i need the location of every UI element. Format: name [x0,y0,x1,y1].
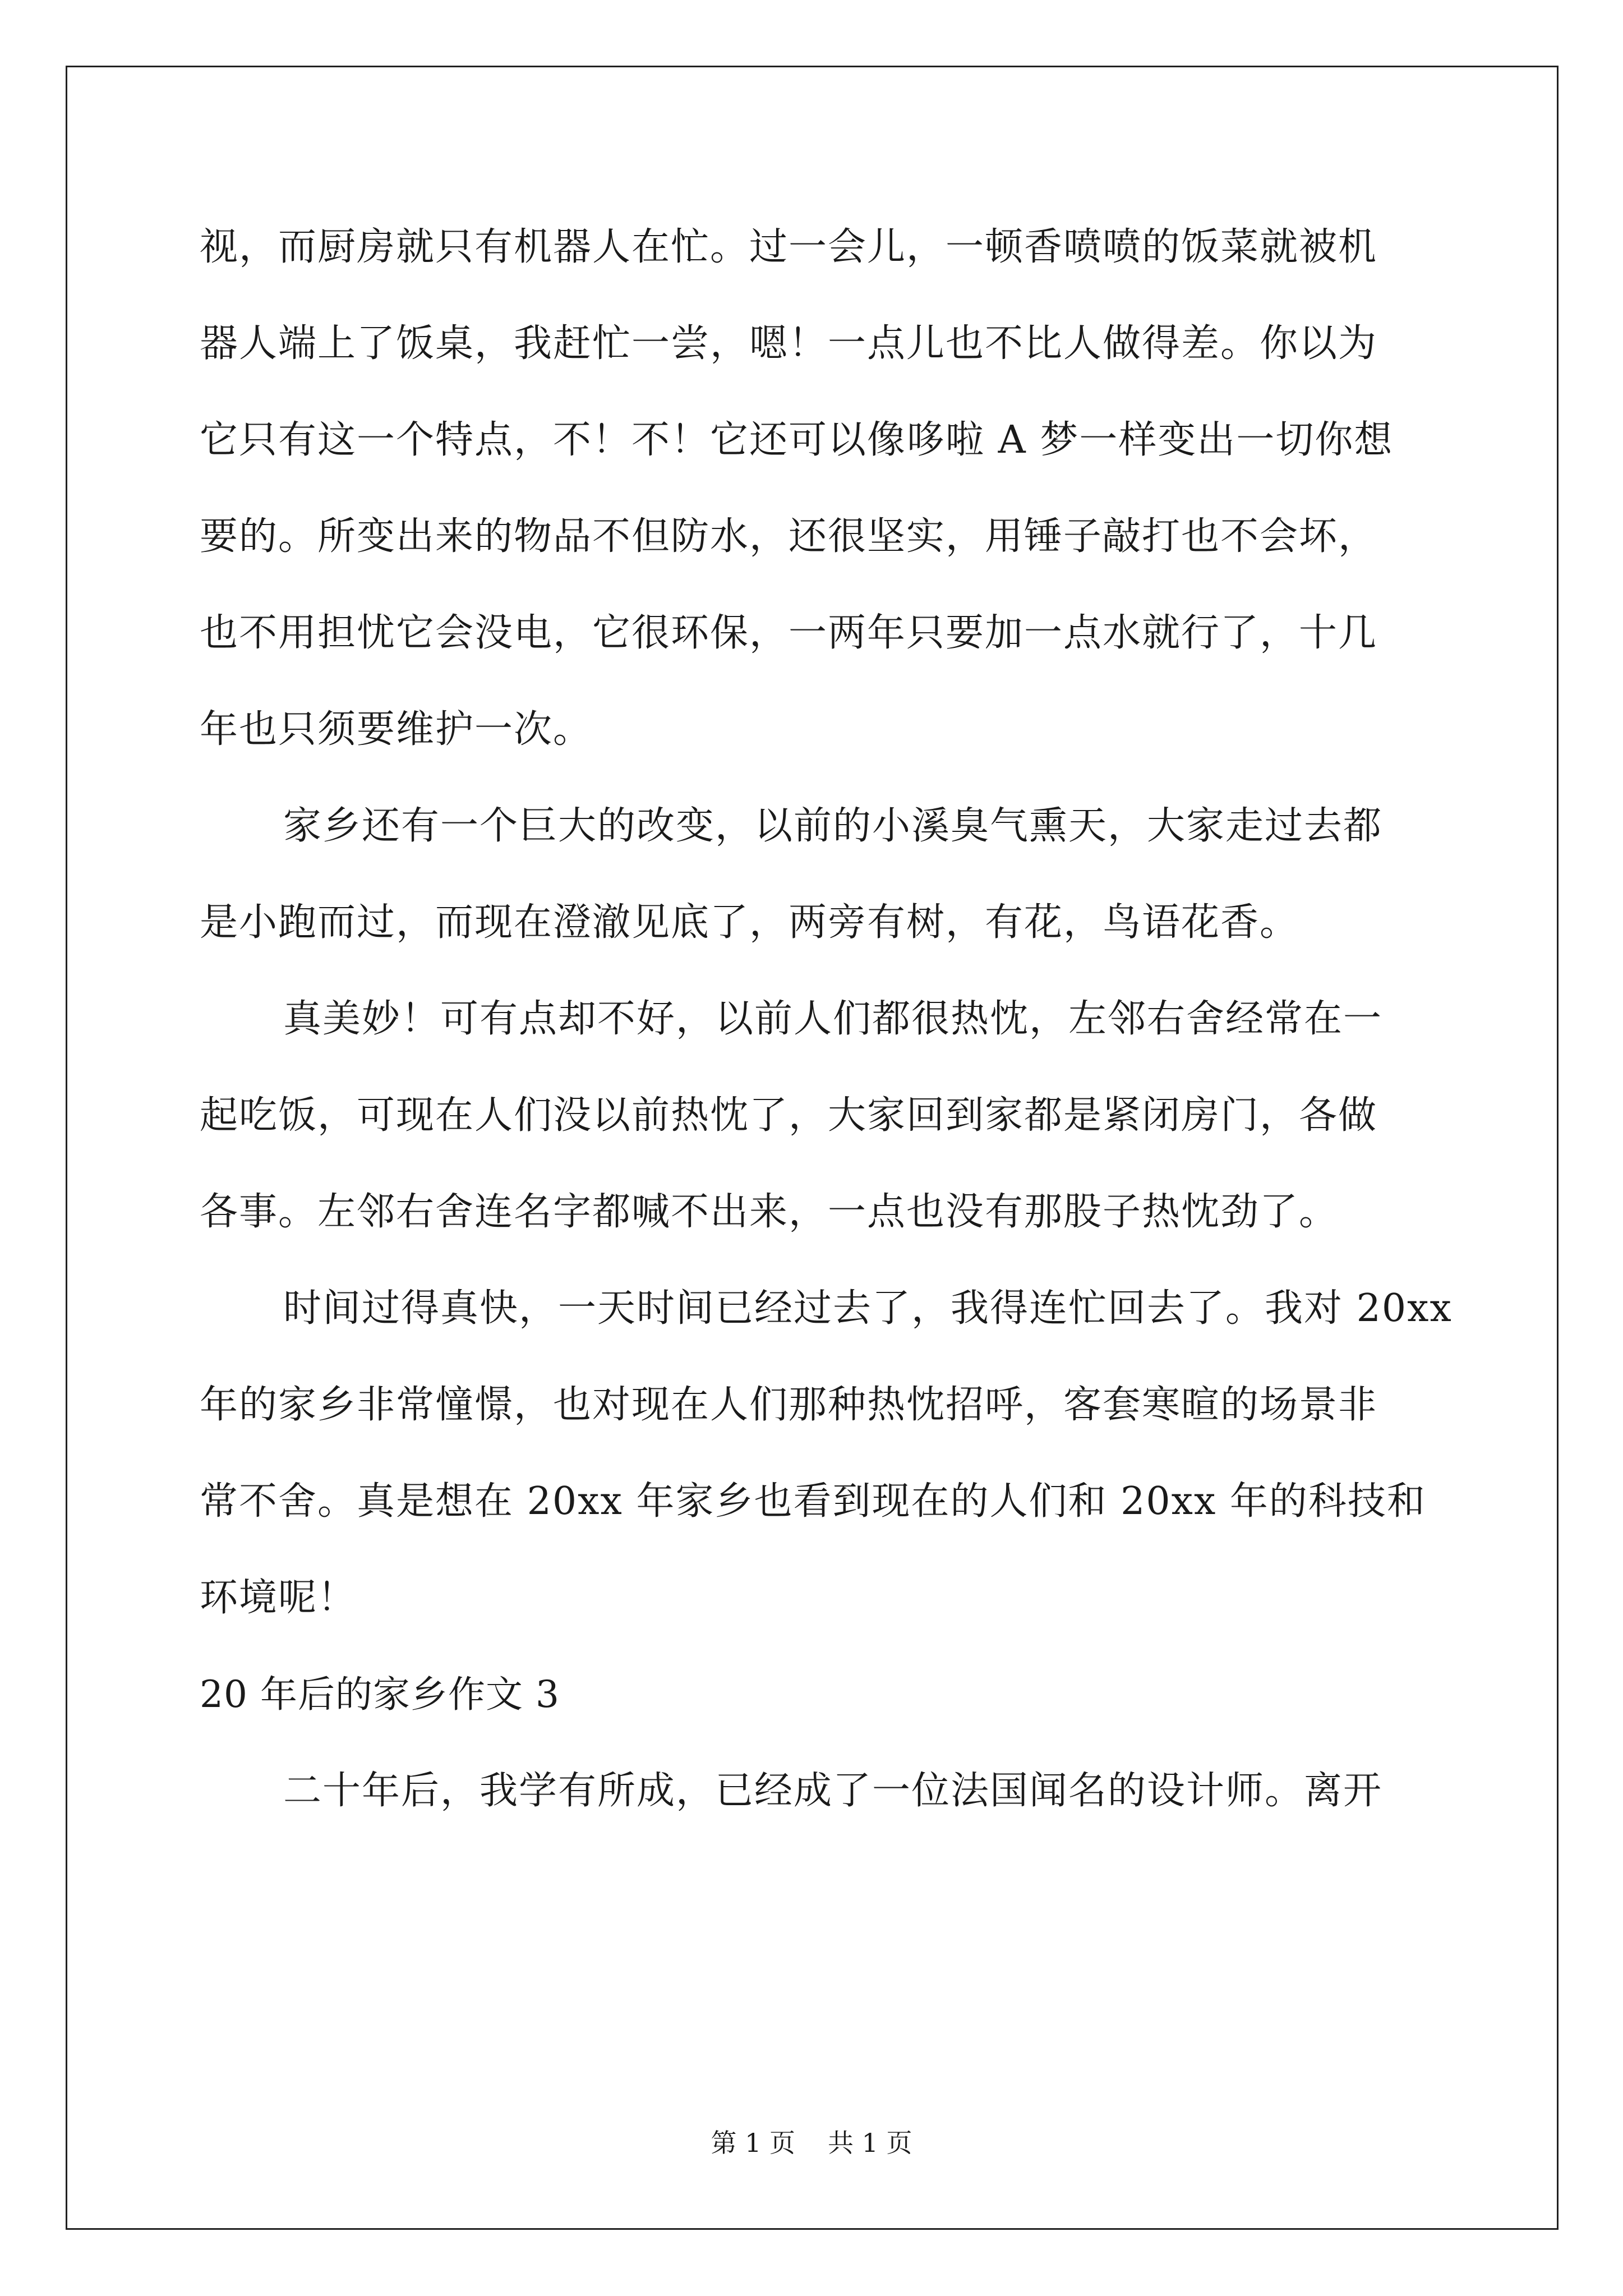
text-line: 器人端上了饭桌，我赶忙一尝，嗯！一点儿也不比人做得差。你以为 [200,321,1378,366]
page-footer [0,2127,1623,2159]
page-border [66,66,1559,2230]
text-line: 常不舍。真是想在 20xx 年家乡也看到现在的人们和 20xx 年的科技和 [200,1479,1426,1524]
text-line: 家乡还有一个巨大的改变，以前的小溪臭气熏天，大家走过去都 [283,804,1383,848]
text-line: 真美妙！可有点却不好，以前人们都很热忱，左邻右舍经常在一 [283,997,1383,1041]
text-line: 年也只须要维护一次。 [200,707,593,752]
section-heading: 20 年后的家乡作文 3 [200,1673,560,1716]
text-line: 它只有这一个特点，不！不！它还可以像哆啦 A 梦一样变出一切你想 [200,418,1394,462]
page-total: 共 1 页 [828,2128,912,2158]
text-line: 环境呢！ [200,1576,357,1620]
text-line: 各事。左邻右舍连名字都喊不出来，一点也没有那股子热忱劲了。 [200,1190,1339,1234]
text-line: 时间过得真快，一天时间已经过去了，我得连忙回去了。我对 20xx [283,1286,1453,1331]
text-line: 是小跑而过，而现在澄澈见底了，两旁有树，有花，鸟语花香。 [200,900,1299,945]
text-line: 年的家乡非常憧憬，也对现在人们那种热忱招呼，客套寒暄的场景非 [200,1383,1378,1427]
text-line: 要的。所变出来的物品不但防水，还很坚实，用锤子敲打也不会坏， [200,514,1378,559]
text-line: 也不用担忧它会没电，它很环保，一两年只要加一点水就行了，十几 [200,611,1378,655]
page-number: 第 1 页 [711,2128,795,2158]
text-line: 二十年后，我学有所成，已经成了一位法国闻名的设计师。离开 [283,1769,1383,1813]
text-line: 视，而厨房就只有机器人在忙。过一会儿，一顿香喷喷的饭菜就被机 [200,225,1378,269]
text-line: 起吃饭，可现在人们没以前热忱了，大家回到家都是紧闭房门，各做 [200,1093,1378,1138]
